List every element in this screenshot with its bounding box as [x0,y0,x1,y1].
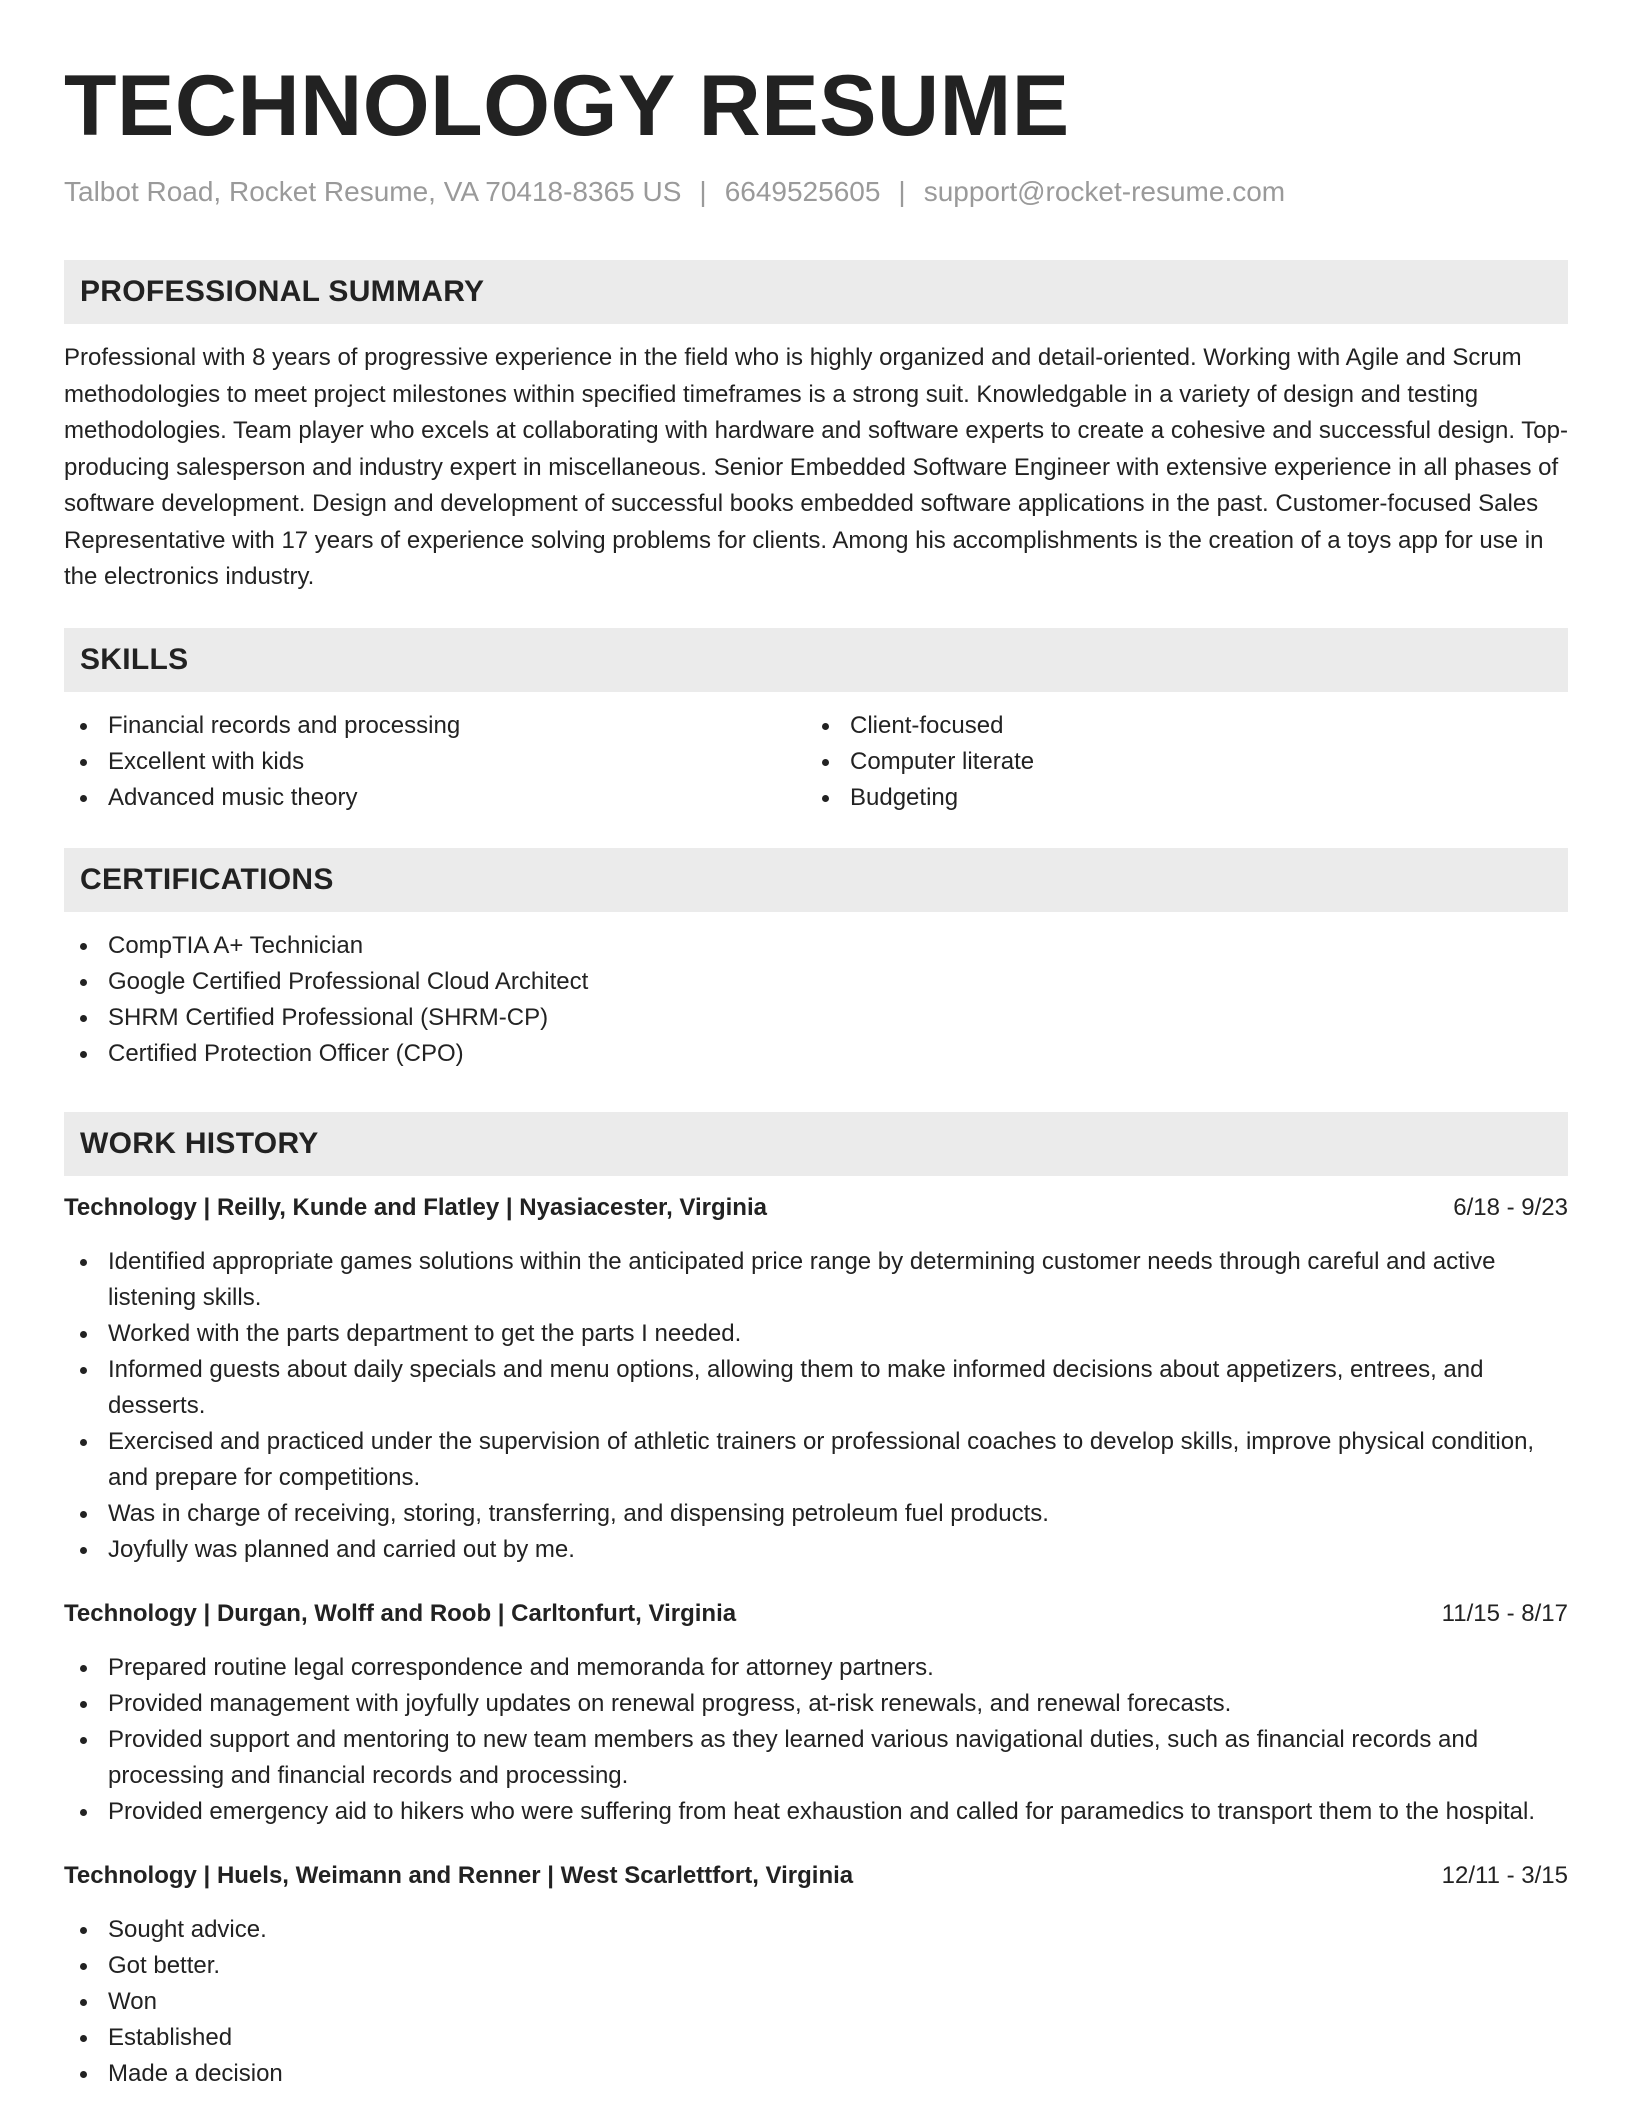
contact-address: Talbot Road, Rocket Resume, VA 70418-8365 US [64,176,682,207]
resume-title: TECHNOLOGY RESUME [64,58,1070,154]
contact-phone: 6649525605 [724,176,881,207]
contact-email[interactable]: support@rocket-resume.com [923,176,1286,207]
skills-section [64,628,1568,816]
summary-heading: PROFESSIONAL SUMMARY [64,260,1568,324]
certification-item: Certified Protection Officer (CPO) [64,1036,1568,1072]
job-header [64,1860,1568,1892]
skills-column-left [64,708,806,816]
summary-section [64,260,1568,596]
job-bullet: Joyfully was planned and carried out by me. [64,1532,1568,1568]
job-bullet: Got better. [64,1948,1568,1984]
job-bullets [64,1912,1568,2092]
job-bullet: Provided management with joyfully updates on renewal progress, at-risk renewals, and renewal forecasts. [64,1686,1568,1722]
skill-item: Budgeting [806,780,1548,816]
certifications-list [64,928,1568,1072]
job-title: Technology | Reilly, Kunde and Flatley | Nyasiacester, Virginia [64,1193,767,1221]
skills-column-right [806,708,1548,816]
job-bullets [64,1650,1568,1830]
job-entry [64,1598,1568,1830]
job-bullet: Prepared routine legal correspondence and memoranda for attorney partners. [64,1650,1568,1686]
job-dates: 6/18 - 9/23 [1453,1193,1568,1221]
job-bullet: Worked with the parts department to get the parts I needed. [64,1316,1568,1352]
job-header [64,1598,1568,1630]
contact-separator: | [898,176,906,207]
work-history-section [64,1112,1568,2092]
job-bullet: Made a decision [64,2056,1568,2092]
job-header [64,1192,1568,1224]
job-bullets [64,1244,1568,1568]
skills-grid [64,708,1568,816]
job-dates: 11/15 - 8/17 [1441,1599,1568,1627]
job-bullet: Provided emergency aid to hikers who were suffering from heat exhaustion and called for paramedics to transport them to the hospital. [64,1794,1568,1830]
job-bullet: Sought advice. [64,1912,1568,1948]
job-title: Technology | Durgan, Wolff and Roob | Carltonfurt, Virginia [64,1599,737,1627]
job-bullet: Identified appropriate games solutions within the anticipated price range by determining customer needs through careful and active listening skills. [64,1244,1568,1316]
skills-heading: SKILLS [64,628,1568,692]
job-bullet: Established [64,2020,1568,2056]
skill-item: Excellent with kids [64,744,806,780]
certification-item: Google Certified Professional Cloud Architect [64,964,1568,1000]
skill-item: Advanced music theory [64,780,806,816]
job-bullet: Was in charge of receiving, storing, transferring, and dispensing petroleum fuel products. [64,1496,1568,1532]
job-bullet: Exercised and practiced under the supervision of athletic trainers or professional coaches to develop skills, improve physical condition, and prepare for competitions. [64,1424,1568,1496]
certification-item: SHRM Certified Professional (SHRM-CP) [64,1000,1568,1036]
certification-item: CompTIA A+ Technician [64,928,1568,964]
contact-separator: | [699,176,707,207]
skill-item: Client-focused [806,708,1548,744]
certifications-heading: CERTIFICATIONS [64,848,1568,912]
work-history-heading: WORK HISTORY [64,1112,1568,1176]
job-bullet: Won [64,1984,1568,2020]
skill-item: Computer literate [806,744,1548,780]
job-dates: 12/11 - 3/15 [1441,1861,1568,1889]
summary-text: Professional with 8 years of progressive experience in the field who is highly organized and detail-oriented. Working with Agile and Scrum methodologies to meet project milestones within specified timeframes is a strong suit. Knowledgable in a variety of design and testing methodologies. Team player who excels at collaborating with hardware and software experts to create a cohesive and successful design. Top-producing salesperson and industry expert in miscellaneous. Senior Embedded Software Engineer with extensive experience in all phases of software development. Design and development of successful books embedded software applications in the past. Customer-focused Sales Representative with 17 years of experience solving problems for clients. Among his accomplishments is the creation of a toys app for use in the electronics industry. [64,344,1568,590]
job-entry [64,1192,1568,1568]
job-title: Technology | Huels, Weimann and Renner | West Scarlettfort, Virginia [64,1861,854,1889]
certifications-section [64,848,1568,1072]
job-bullet: Informed guests about daily specials and menu options, allowing them to make informed decisions about appetizers, entrees, and desserts. [64,1352,1568,1424]
job-bullet: Provided support and mentoring to new team members as they learned various navigational duties, such as financial records and processing and financial records and processing. [64,1722,1568,1794]
job-entry [64,1860,1568,2092]
skill-item: Financial records and processing [64,708,806,744]
contact-line [64,174,1568,210]
